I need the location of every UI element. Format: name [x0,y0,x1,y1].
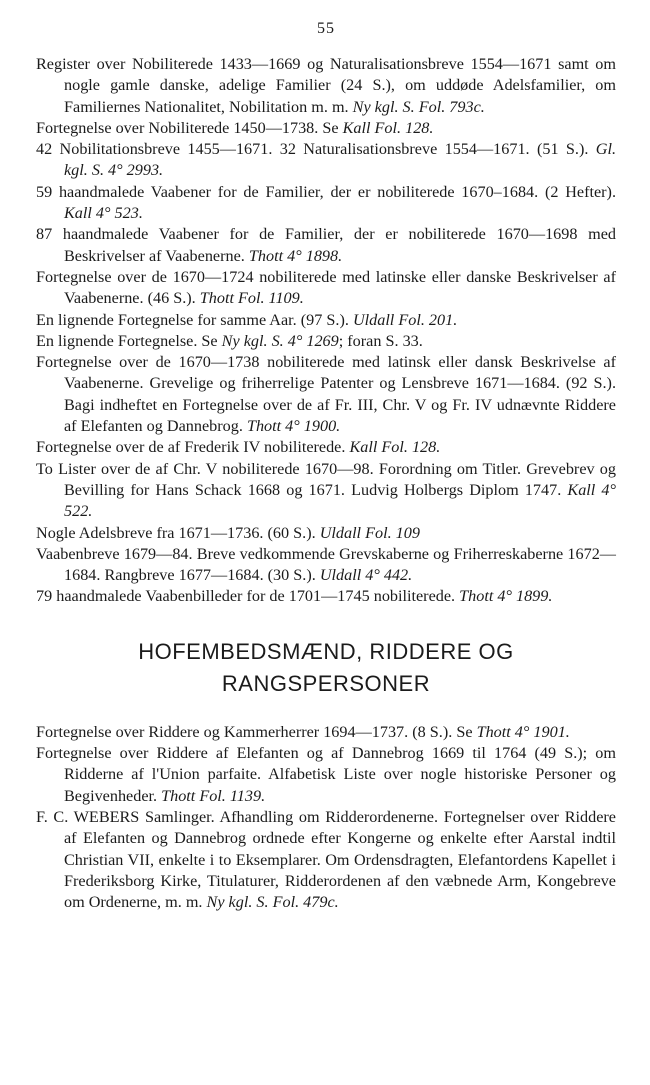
catalog-entry [36,118,616,139]
shelfmark-reference: Thott 4° 1898. [248,246,343,265]
entry-text: 79 haandmalede Vaabenbilleder for de 1701—1745 nobiliterede. [36,587,460,606]
entry-text: En lignende Fortegnelse for samme Aar. (97 S.). [36,310,353,329]
entry-text: Fortegnelse over de 1670—1724 nobiliterede med latinske eller danske Beskrivelser af Vaabenerne. (46 S.). [36,267,616,308]
catalog-entry [36,267,616,310]
entry-text: Fortegnelse over Riddere af Elefanten og af Dannebrog 1669 til 1764 (49 S.); om Ridderne af l'Union parfaite. Alfabetisk Liste over nogle historiske Personer og Begivenheder. [36,744,616,805]
entry-text: Nogle Adelsbreve fra 1671—1736. (60 S.). [36,523,320,542]
catalog-entry [36,182,616,225]
entry-text: To Lister over de af Chr. V nobiliterede 1670—98. Forordning om Titler. Grevebrev og Bevilling for Hans Schack 1668 og 1671. Ludvig Holbergs Diplom 1747. [36,459,616,499]
catalog-entry [36,224,616,267]
catalog-entry [36,722,616,743]
shelfmark-reference: Thott Fol. 1139. [161,786,266,805]
catalog-entry [36,807,616,913]
entry-text: En lignende Fortegnelse. Se [36,331,222,350]
catalog-entry [36,310,616,331]
entry-text: 59 haandmalede Vaabener for de Familier, der er nobiliterede 1670–1684. (2 Hefter). [36,182,616,201]
shelfmark-reference: Uldall 4° 442. [319,566,413,585]
entry-text: 42 Nobilitationsbreve 1455—1671. 32 Naturalisationsbreve 1554—1671. (51 S.). [36,140,596,159]
catalog-entry [36,743,616,807]
catalog-entry [36,544,616,587]
entry-text: 87 haandmalede Vaabener for de Familier, der er nobiliterede 1670—1698 med Beskrivelser af Vaabenerne. [36,225,616,265]
entry-text: F. C. WEBERS Samlinger. Afhandling om Ridderordenerne. Fortegnelser over Riddere af Elefanten og Dannebrog ordnede efter Kongerne og enkelte efter Aarstal indtil Christian VII, enkelte i to Eksemplarer. Om Ordensdragten, Elefantordens Kapellet i Frederiksborg Kirke, Titulaturer, Ridderordenen af den væbnede Arm, Kongebreve om Ordenerne, m. m. [36,807,616,912]
entry-text: Register over Nobiliterede 1433—1669 og Naturalisationsbreve 1554—1671 samt om nogle gamle danske, adelige Familier (24 S.), om uddøde Adelsfamilier, om Familiernes Nationalitet, Nobilitation m. m. [36,55,616,116]
catalog-entry [36,523,616,544]
shelfmark-reference: Uldall Fol. 109 [319,523,420,542]
shelfmark-reference: Thott 4° 1901. [476,722,570,741]
shelfmark-reference: Ny kgl. S. Fol. 793c. [352,97,485,116]
entry-text: Fortegnelse over Riddere og Kammerherrer 1694—1737. (8 S.). Se [36,722,477,741]
catalog-entry [36,139,616,182]
entry-text-after: ; foran S. 33. [338,331,423,350]
section-heading-line-2: RANGSPERSONER [221,670,431,696]
shelfmark-reference: Ny kgl. S. Fol. 479c. [206,893,339,912]
catalog-entry [36,331,616,352]
shelfmark-reference: Ny kgl. S. 4° 1269 [221,331,339,350]
entry-text: Fortegnelse over de 1670—1738 nobiliterede med latinsk eller dansk Beskrivelse af Vaabenerne. Grevelige og friherrelige Patenter og Lensbreve 1671—1684. (92 S.). Bagi indheftet en Fortegnelse over de af Fr. III, Chr. V og Fr. IV udnævnte Riddere af Elefanten og Dannebrog. [36,353,616,436]
shelfmark-reference: Thott 4° 1899. [459,587,553,606]
catalog-entry [36,54,616,118]
section-heading-line-1: HOFEMBEDSMÆND, RIDDERE OG [138,638,514,664]
shelfmark-reference: Kall 4° 522. [64,480,617,521]
shelfmark-reference: Thott 4° 1900. [246,417,341,436]
catalog-entry [36,352,616,437]
catalog-entry [36,437,616,458]
document-page [36,20,616,913]
page-number: 55 [317,20,335,37]
shelfmark-reference: Gl. kgl. S. 4° 2993. [64,140,616,180]
catalog-entry [36,459,616,523]
catalog-entry [36,586,616,607]
shelfmark-reference: Uldall Fol. 201. [352,310,458,329]
entry-list-top [36,54,616,608]
shelfmark-reference: Kall Fol. 128. [349,438,441,457]
shelfmark-reference: Kall Fol. 128. [342,118,434,137]
entry-text: Fortegnelse over de af Frederik IV nobiliterede. [36,438,350,457]
shelfmark-reference: Thott Fol. 1109. [199,289,304,308]
entry-text: Fortegnelse over Nobiliterede 1450—1738. Se [36,118,343,137]
section-heading [36,636,616,700]
entry-text: Vaabenbreve 1679—84. Breve vedkommende Grevskaberne og Friherreskaberne 1672—1684. Rangbreve 1677—1684. (30 S.). [36,544,616,585]
entry-list-bottom [36,722,616,914]
shelfmark-reference: Kall 4° 523. [64,204,143,223]
